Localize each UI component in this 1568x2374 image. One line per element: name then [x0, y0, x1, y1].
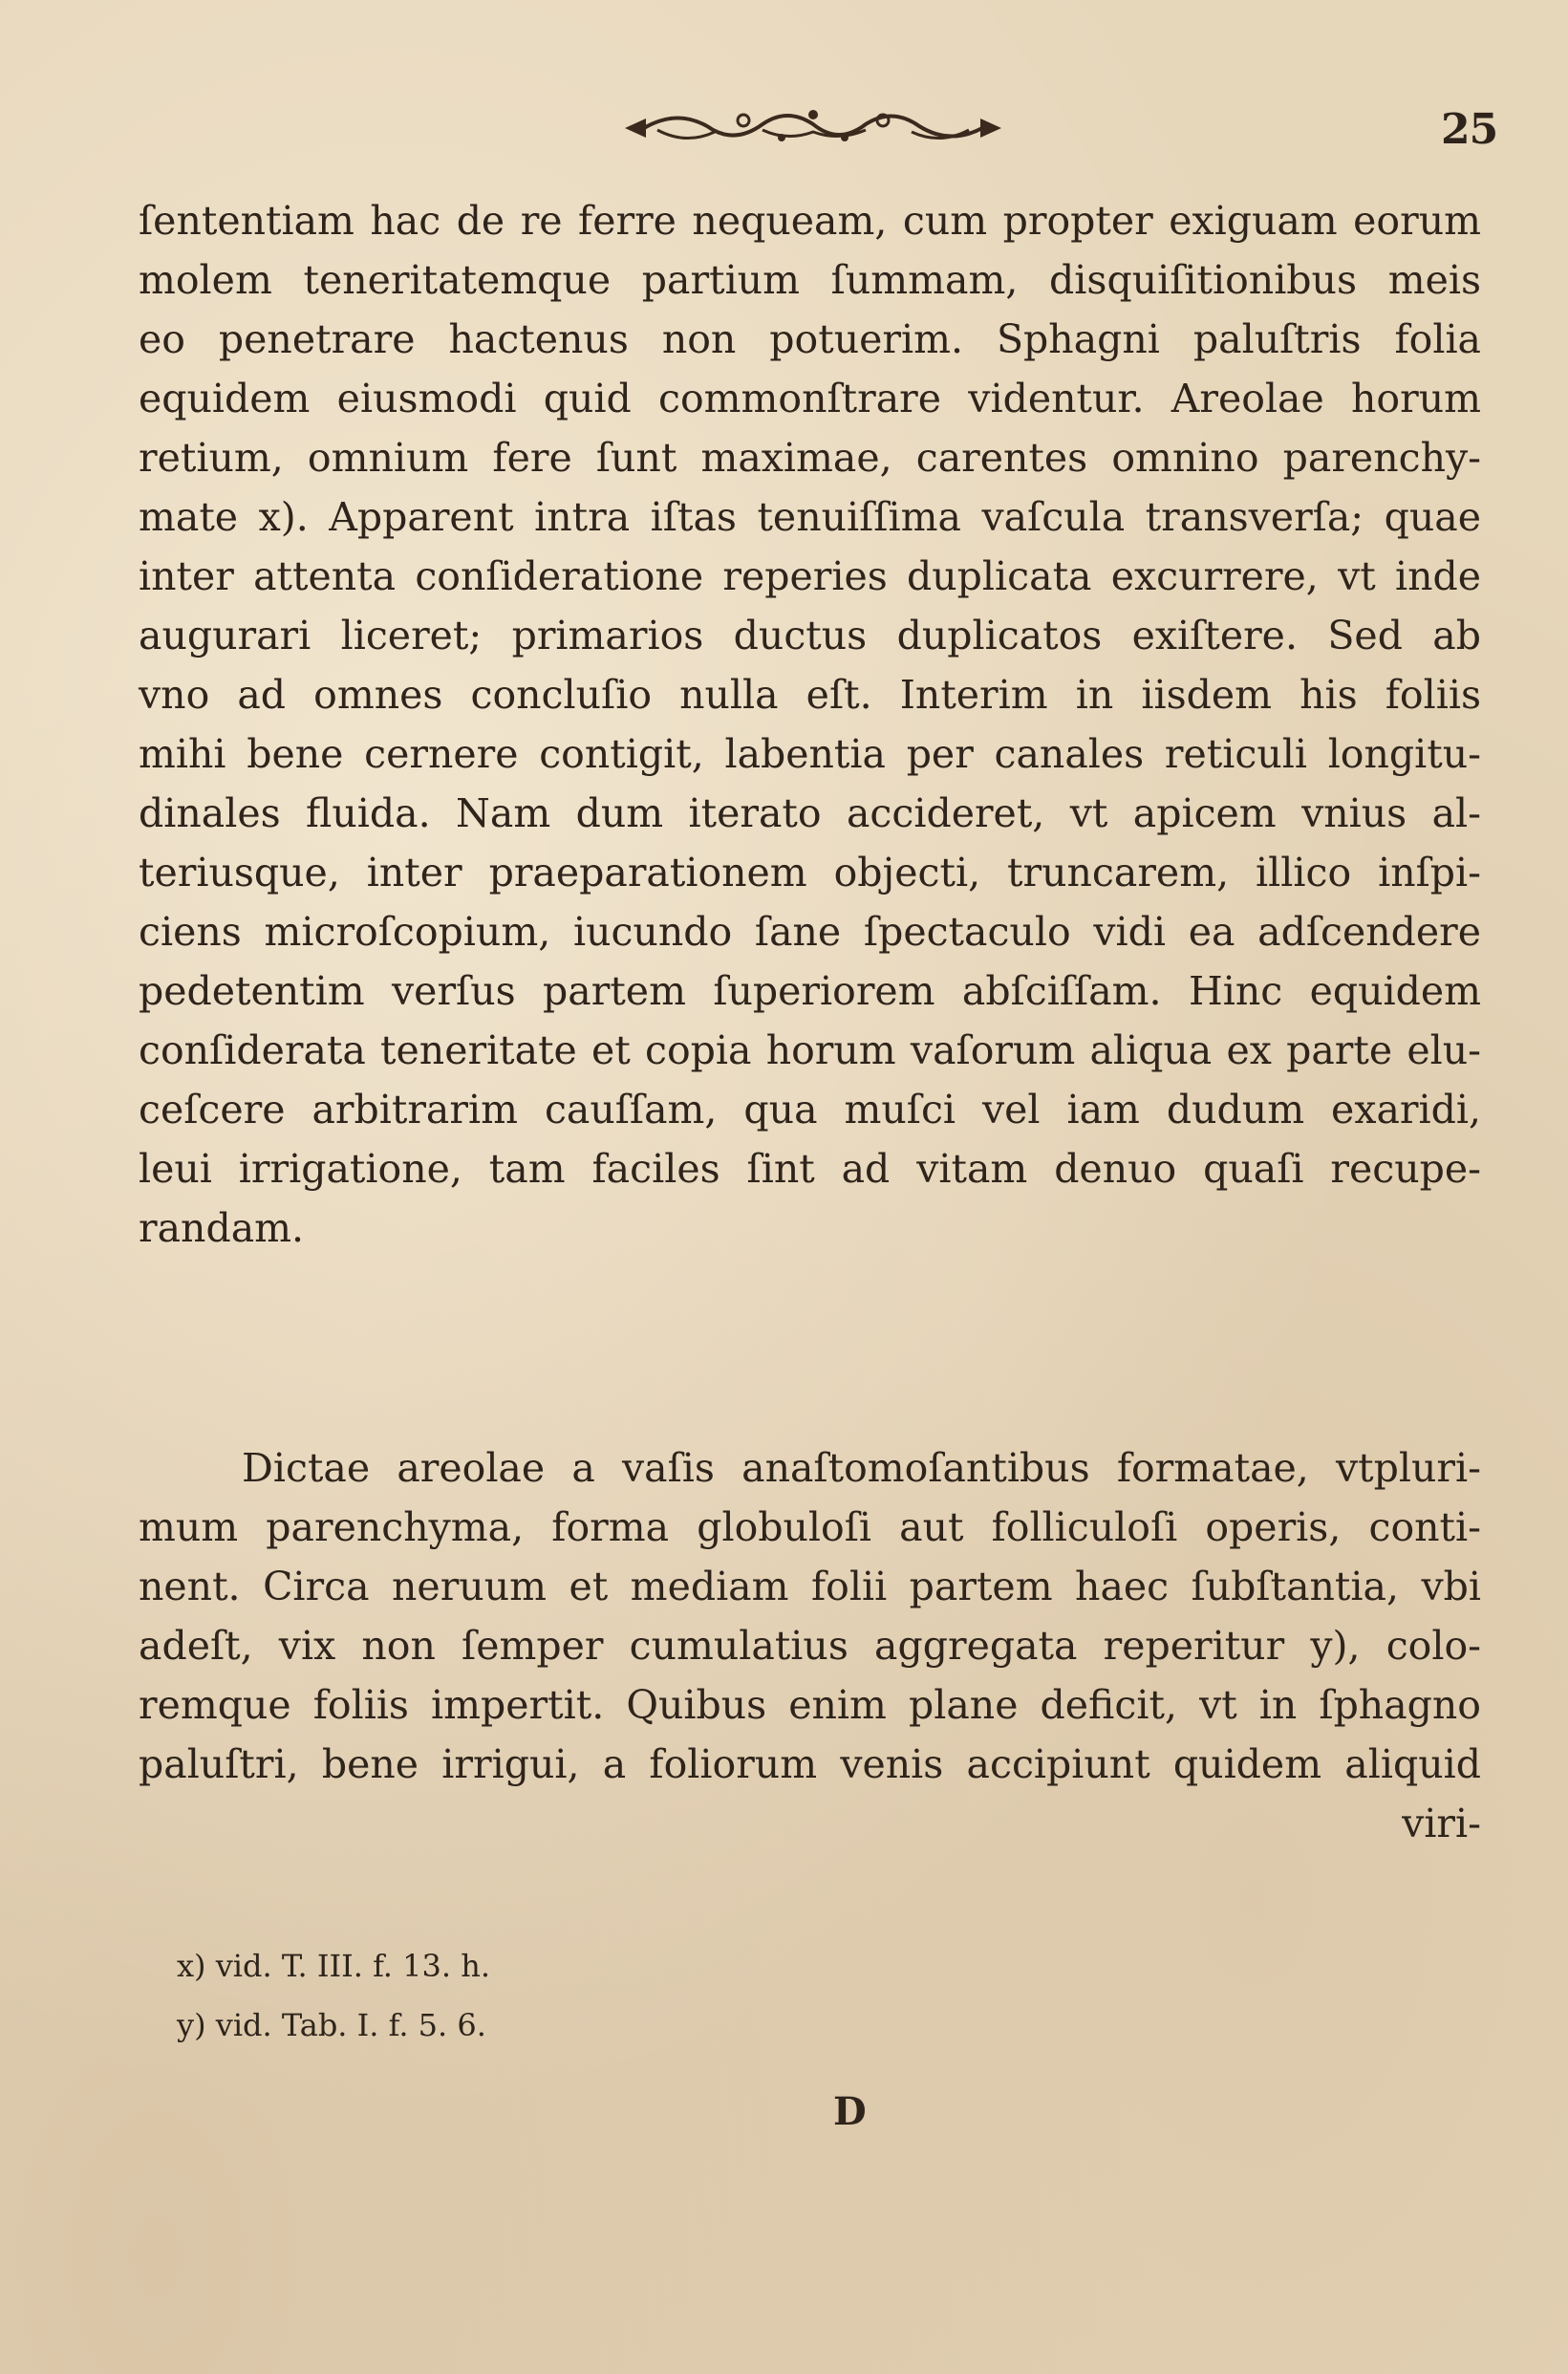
text-line: ceſcere arbitrarim cauſſam, qua muſci vel iam dudum exaridi, [139, 1087, 1481, 1133]
signature-mark: D [833, 2089, 867, 2134]
text-line: eo penetrare hactenus non potuerim. Sphagni paluſtris folia [139, 316, 1481, 362]
text-line: inter attenta conſideratione reperies duplicata excurrere, vt inde [139, 553, 1481, 599]
text-line: adeſt, vix non ſemper cumulatius aggregata reperitur y), colo- [139, 1623, 1481, 1669]
text-line: mate x). Apparent intra iſtas tenuiſſima vaſcula transverſa; quae [139, 494, 1481, 540]
text-line: equidem eiusmodi quid commonſtrare videntur. Areolae horum [139, 376, 1481, 421]
catchword: viri- [1402, 1801, 1481, 1846]
text-line: teriusque, inter praeparationem objecti, truncarem, illico inſpi- [139, 850, 1481, 896]
text-line: Dictae areolae a vaſis anaſtomoſantibus formatae, vtpluri- [242, 1445, 1481, 1491]
header-ornament-icon [619, 103, 1007, 153]
text-line: mum parenchyma, forma globuloſi aut folliculoſi operis, conti- [139, 1504, 1481, 1550]
text-line: nent. Circa neruum et mediam folii partem haec ſubſtantia, vbi [139, 1564, 1481, 1609]
text-line: augurari liceret; primarios ductus duplicatos exiſtere. Sed ab [139, 613, 1481, 658]
text-line: mihi bene cernere contigit, labentia per canales reticuli longitu- [139, 731, 1481, 777]
paragraph-1 [139, 191, 1481, 1258]
text-line: conſiderata teneritate et copia horum vaſorum aliqua ex parte elu- [139, 1027, 1481, 1073]
text-line: remque foliis impertit. Quibus enim plane deficit, vt in ſphagno [139, 1682, 1481, 1728]
text-line: retium, omnium fere ſunt maximae, carentes omnino parenchy- [139, 435, 1481, 481]
footnotes [177, 1936, 490, 2055]
footnote-x: x) vid. T. III. f. 13. h. [177, 1948, 490, 1984]
text-line: pedetentim verſus partem ſuperiorem abſciſſam. Hinc equidem [139, 968, 1481, 1014]
text-line: leui irrigatione, tam faciles ſint ad vitam denuo quaſi recupe- [139, 1146, 1481, 1192]
text-line: randam. [139, 1205, 305, 1251]
text-line: vno ad omnes concluſio nulla eſt. Interim in iisdem his foliis [139, 672, 1481, 718]
text-line: ciens microſcopium, iucundo ſane ſpectaculo vidi ea adſcendere [139, 909, 1481, 955]
page-number: 25 [1441, 105, 1498, 154]
paragraph-2 [139, 1438, 1481, 1853]
text-line: dinales fluida. Nam dum iterato accideret, vt apicem vnius al- [139, 790, 1481, 836]
text-line: molem teneritatemque partium ſummam, disquiſitionibus meis [139, 257, 1481, 303]
text-line: ſententiam hac de re ferre nequeam, cum propter exiguam eorum [139, 198, 1481, 244]
footnote-y: y) vid. Tab. I. f. 5. 6. [177, 2007, 486, 2043]
text-line: paluſtri, bene irrigui, a foliorum venis accipiunt quidem aliquid [139, 1741, 1481, 1787]
